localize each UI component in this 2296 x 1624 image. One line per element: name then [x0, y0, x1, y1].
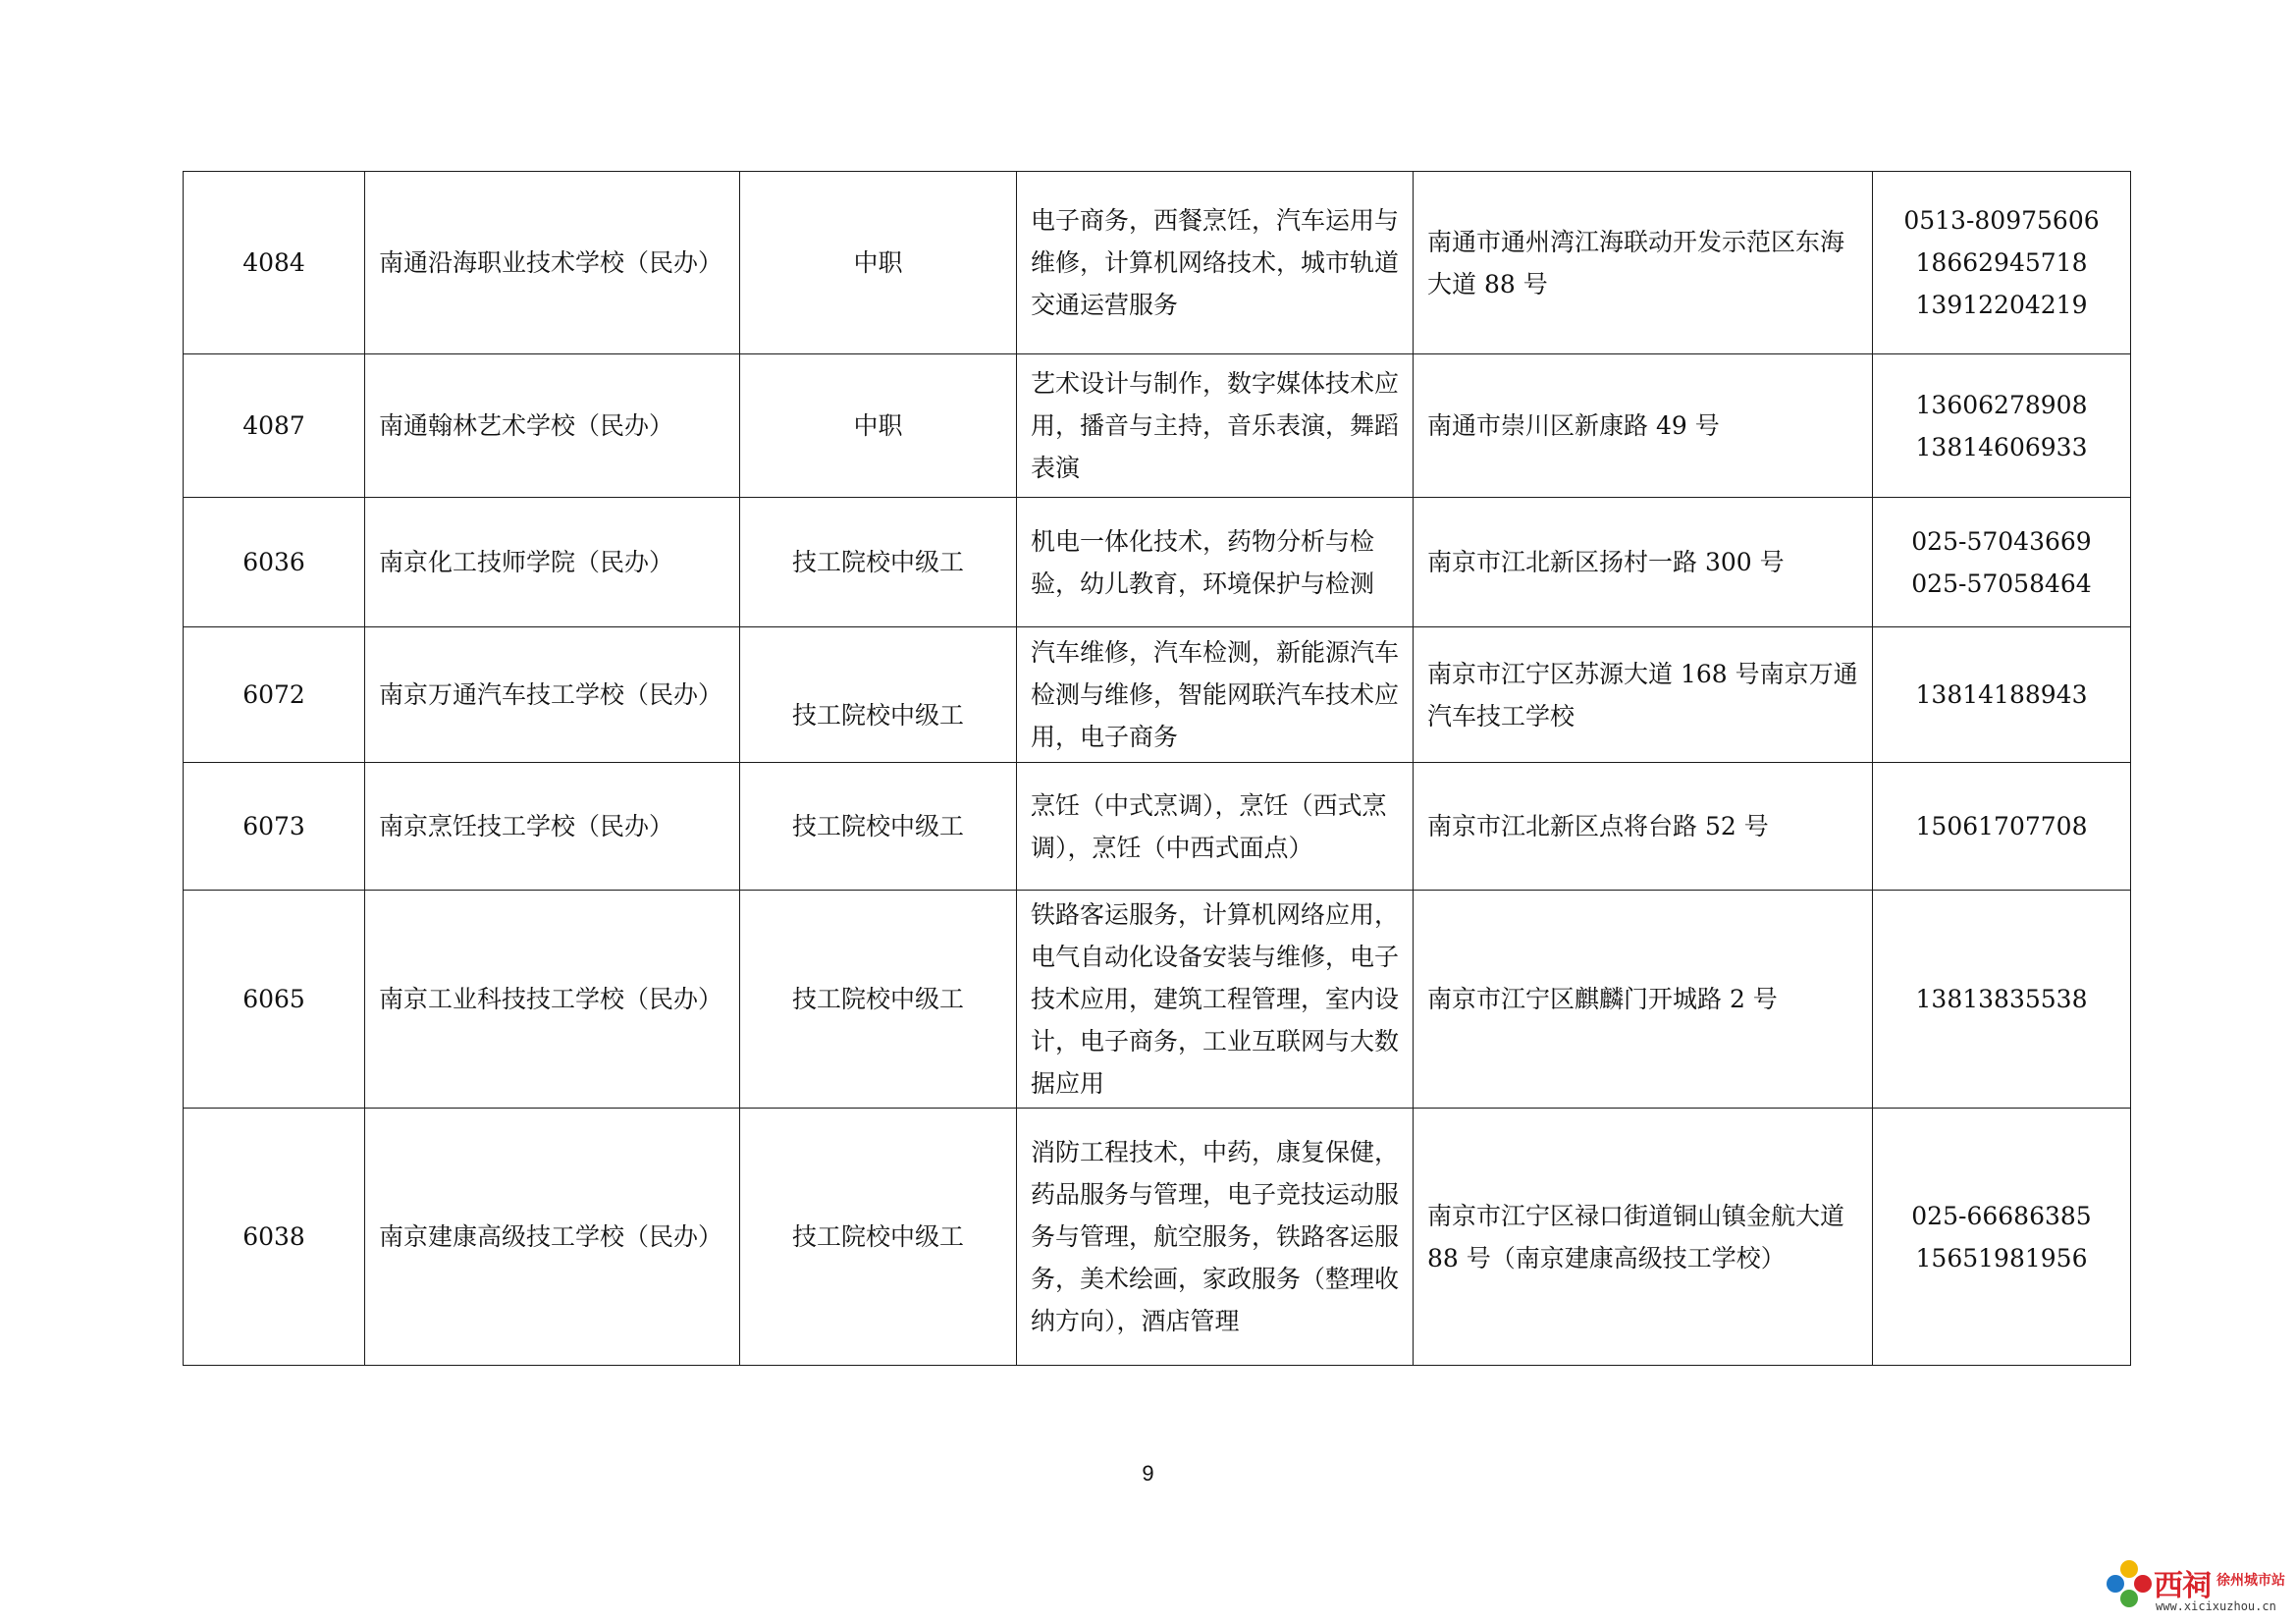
- school-type: 技工院校中级工: [740, 891, 1017, 1109]
- logo-petal-blue: [2107, 1575, 2124, 1593]
- school-address: 南京市江宁区禄口街道铜山镇金航大道 88 号（南京建康高级技工学校）: [1414, 1109, 1873, 1366]
- school-code: 4084: [184, 172, 365, 354]
- page-number: 9: [1142, 1461, 1154, 1486]
- school-name: 南京烹饪技工学校（民办）: [365, 763, 740, 891]
- school-code: 6036: [184, 498, 365, 627]
- school-type: 技工院校中级工: [740, 763, 1017, 891]
- school-name: 南京化工技师学院（民办）: [365, 498, 740, 627]
- school-code: 6065: [184, 891, 365, 1109]
- phone-number: 15061707708: [1915, 812, 2088, 840]
- table-row: [184, 354, 2131, 498]
- school-majors: 电子商务，西餐烹饪，汽车运用与维修，计算机网络技术，城市轨道交通运营服务: [1017, 172, 1414, 354]
- watermark-url: www.xicixuzhou.cn: [2156, 1599, 2276, 1613]
- phone-number: 18662945718: [1915, 248, 2088, 277]
- school-name: 南通沿海职业技术学校（民办）: [365, 172, 740, 354]
- phone-number: 025-66686385: [1911, 1201, 2092, 1230]
- school-name: 南京万通汽车技工学校（民办）: [365, 627, 740, 763]
- school-majors: 机电一体化技术，药物分析与检验，幼儿教育，环境保护与检测: [1017, 498, 1414, 627]
- school-majors: 消防工程技术，中药，康复保健，药品服务与管理，电子竞技运动服务与管理，航空服务，铁路客运服务，美术绘画，家政服务（整理收纳方向），酒店管理: [1017, 1109, 1414, 1366]
- school-address: 南京市江宁区麒麟门开城路 2 号: [1414, 891, 1873, 1109]
- table-row: [184, 763, 2131, 891]
- phone-number: 0513-80975606: [1903, 206, 2100, 235]
- table-row: [184, 172, 2131, 354]
- logo-petal-red: [2134, 1575, 2152, 1593]
- school-type: 技工院校中级工: [740, 498, 1017, 627]
- phone-number: 13912204219: [1915, 291, 2088, 319]
- school-code: 4087: [184, 354, 365, 498]
- phone-number: 13606278908: [1915, 390, 2088, 419]
- phone-number: 13814188943: [1915, 680, 2088, 709]
- school-majors: 艺术设计与制作，数字媒体技术应用，播音与主持，音乐表演，舞蹈表演: [1017, 354, 1414, 498]
- school-type: 中职: [740, 354, 1017, 498]
- school-address: 南京市江北新区点将台路 52 号: [1414, 763, 1873, 891]
- school-phones: [1873, 627, 2131, 763]
- school-type: 中职: [740, 172, 1017, 354]
- school-phones: [1873, 1109, 2131, 1366]
- table-row: [184, 627, 2131, 763]
- school-name: 南京工业科技技工学校（民办）: [365, 891, 740, 1109]
- school-name: 南通翰林艺术学校（民办）: [365, 354, 740, 498]
- school-type: 技工院校中级工: [740, 1109, 1017, 1366]
- school-phones: [1873, 354, 2131, 498]
- school-name: 南京建康高级技工学校（民办）: [365, 1109, 740, 1366]
- school-code: 6073: [184, 763, 365, 891]
- school-address: 南通市崇川区新康路 49 号: [1414, 354, 1873, 498]
- school-address: 南通市通州湾江海联动开发示范区东海大道 88 号: [1414, 172, 1873, 354]
- school-code: 6038: [184, 1109, 365, 1366]
- table-row: [184, 1109, 2131, 1366]
- school-type-text: 技工院校中级工: [791, 701, 964, 730]
- school-address: 南京市江北新区扬村一路 300 号: [1414, 498, 1873, 627]
- table-row: [184, 891, 2131, 1109]
- site-watermark: [2103, 1557, 2289, 1618]
- school-majors: 铁路客运服务，计算机网络应用，电气自动化设备安装与维修，电子技术应用，建筑工程管理，室内设计，电子商务，工业互联网与大数据应用: [1017, 891, 1414, 1109]
- phone-number: 15651981956: [1915, 1243, 2088, 1272]
- watermark-brand: 西祠: [2154, 1569, 2211, 1603]
- school-type: [740, 627, 1017, 763]
- logo-petal-yellow: [2120, 1560, 2138, 1578]
- pinwheel-logo-icon: [2103, 1557, 2156, 1616]
- school-code: 6072: [184, 627, 365, 763]
- school-majors: 汽车维修，汽车检测，新能源汽车检测与维修，智能网联汽车技术应用，电子商务: [1017, 627, 1414, 763]
- school-phones: [1873, 891, 2131, 1109]
- school-phones: [1873, 763, 2131, 891]
- school-phones: [1873, 498, 2131, 627]
- phone-number: 025-57043669: [1911, 526, 2092, 556]
- table-row: [184, 498, 2131, 627]
- school-table: [183, 171, 2131, 1366]
- watermark-city: 徐州城市站: [2216, 1573, 2285, 1589]
- school-address: 南京市江宁区苏源大道 168 号南京万通汽车技工学校: [1414, 627, 1873, 763]
- phone-number: 13814606933: [1915, 432, 2088, 461]
- school-majors: 烹饪（中式烹调），烹饪（西式烹调），烹饪（中西式面点）: [1017, 763, 1414, 891]
- phone-number: 13813835538: [1915, 985, 2088, 1013]
- phone-number: 025-57058464: [1911, 568, 2092, 598]
- logo-petal-green: [2120, 1590, 2138, 1607]
- school-phones: [1873, 172, 2131, 354]
